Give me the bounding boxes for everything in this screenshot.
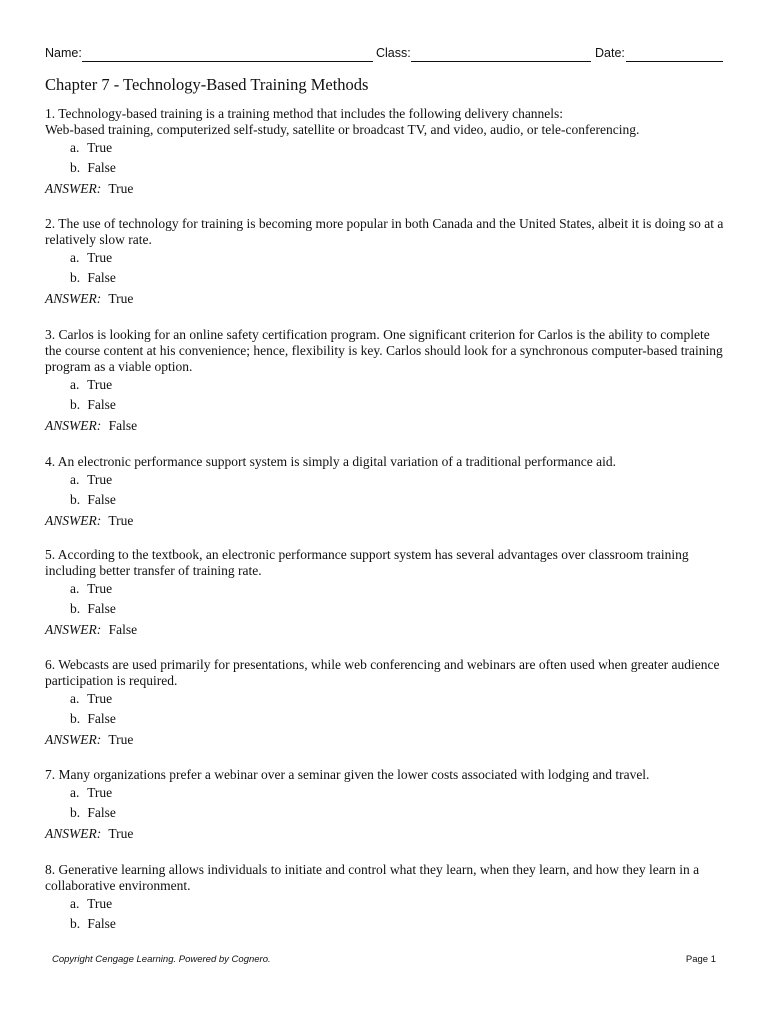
answer-line — [45, 729, 725, 751]
option-letter: b. — [70, 601, 81, 616]
option-b — [45, 490, 725, 510]
answer-label: ANSWER: — [45, 418, 102, 433]
class-field-line[interactable] — [411, 61, 591, 62]
option-a — [45, 783, 725, 803]
option-label: False — [87, 916, 116, 931]
answer-value: True — [108, 826, 134, 841]
option-a — [45, 138, 725, 158]
option-letter: a. — [70, 472, 80, 487]
question-text: 4. An electronic performance support system is simply a digital variation of a traditional performance aid. — [45, 454, 616, 469]
question-2 — [45, 216, 725, 310]
question-text: 8. Generative learning allows individuals to initiate and control what they learn, when they learn, and how they learn in a collaborative environment. — [45, 862, 700, 893]
question-4 — [45, 454, 725, 532]
option-b — [45, 158, 725, 178]
option-letter: a. — [70, 377, 80, 392]
option-a — [45, 579, 725, 599]
option-b — [45, 914, 725, 934]
page-title: Chapter 7 - Technology-Based Training Methods — [45, 75, 369, 94]
option-label: True — [87, 581, 113, 596]
option-a — [45, 375, 725, 395]
option-label: True — [87, 140, 113, 155]
answer-label: ANSWER: — [45, 291, 102, 306]
answer-line — [45, 415, 725, 437]
name-label: Name: — [45, 46, 82, 60]
answer-line — [45, 619, 725, 641]
question-text-line-1: 1. Technology-based training is a training method that includes the following delivery channels: — [45, 106, 564, 121]
question-text: 2. The use of technology for training is becoming more popular in both Canada and the United States, albeit it is doing so at a relatively slow rate. — [45, 216, 724, 247]
option-label: False — [87, 805, 116, 820]
option-label: True — [87, 250, 113, 265]
question-7 — [45, 767, 725, 845]
answer-line — [45, 178, 725, 200]
question-6 — [45, 657, 725, 751]
option-label: True — [87, 896, 113, 911]
option-letter: a. — [70, 581, 80, 596]
option-label: True — [87, 785, 113, 800]
option-b — [45, 599, 725, 619]
answer-value: False — [108, 418, 138, 433]
answer-value: True — [108, 732, 134, 747]
option-label: False — [87, 270, 116, 285]
option-label: True — [87, 691, 113, 706]
option-a — [45, 894, 725, 914]
answer-line — [45, 510, 725, 532]
answer-line — [45, 823, 725, 845]
date-label: Date: — [595, 46, 625, 60]
answer-value: True — [108, 291, 134, 306]
copyright-footer: Copyright Cengage Learning. Powered by Cognero. — [52, 954, 271, 965]
answer-label: ANSWER: — [45, 732, 102, 747]
question-3 — [45, 327, 725, 437]
option-letter: b. — [70, 805, 81, 820]
answer-value: True — [108, 513, 134, 528]
option-label: True — [87, 472, 113, 487]
option-label: False — [87, 160, 116, 175]
option-b — [45, 803, 725, 823]
option-b — [45, 268, 725, 288]
option-label: False — [87, 492, 116, 507]
question-text: 3. Carlos is looking for an online safety certification program. One significant criterion for Carlos is the ability to complete the course content at his convenience; hence, flexibility is key. Carlos should look for a synchronous computer-based training program as a viable option. — [45, 327, 723, 374]
option-letter: b. — [70, 711, 81, 726]
question-8 — [45, 862, 725, 934]
question-text-line-2: Web-based training, computerized self-study, satellite or broadcast TV, and video, audio, or tele-conferencing. — [45, 122, 640, 137]
date-field-line[interactable] — [626, 61, 723, 62]
option-a — [45, 248, 725, 268]
header-fields — [45, 46, 723, 64]
page-number: Page 1 — [685, 954, 716, 965]
name-field-line[interactable] — [82, 61, 373, 62]
option-letter: b. — [70, 160, 81, 175]
option-letter: a. — [70, 785, 80, 800]
option-label: False — [87, 601, 116, 616]
option-letter: b. — [70, 916, 81, 931]
class-label: Class: — [376, 46, 411, 60]
question-text: 6. Webcasts are used primarily for presentations, while web conferencing and webinars are often used when greater audience participation is required. — [45, 657, 720, 688]
option-letter: b. — [70, 397, 81, 412]
option-letter: b. — [70, 492, 81, 507]
option-label: False — [87, 397, 116, 412]
answer-label: ANSWER: — [45, 622, 102, 637]
option-letter: a. — [70, 250, 80, 265]
option-a — [45, 470, 725, 490]
answer-value: False — [108, 622, 138, 637]
option-letter: a. — [70, 896, 80, 911]
answer-line — [45, 288, 725, 310]
question-text: 7. Many organizations prefer a webinar over a seminar given the lower costs associated with lodging and travel. — [45, 767, 650, 782]
option-letter: b. — [70, 270, 81, 285]
option-letter: a. — [70, 691, 80, 706]
answer-label: ANSWER: — [45, 181, 102, 196]
question-text: 5. According to the textbook, an electronic performance support system has several advantages over classroom training including better transfer of training rate. — [45, 547, 689, 578]
option-label: False — [87, 711, 116, 726]
option-b — [45, 709, 725, 729]
option-b — [45, 395, 725, 415]
option-label: True — [87, 377, 113, 392]
answer-label: ANSWER: — [45, 826, 102, 841]
question-5 — [45, 547, 725, 641]
answer-value: True — [108, 181, 134, 196]
question-text — [45, 106, 725, 138]
option-a — [45, 689, 725, 709]
question-1 — [45, 106, 725, 200]
answer-label: ANSWER: — [45, 513, 102, 528]
option-letter: a. — [70, 140, 80, 155]
